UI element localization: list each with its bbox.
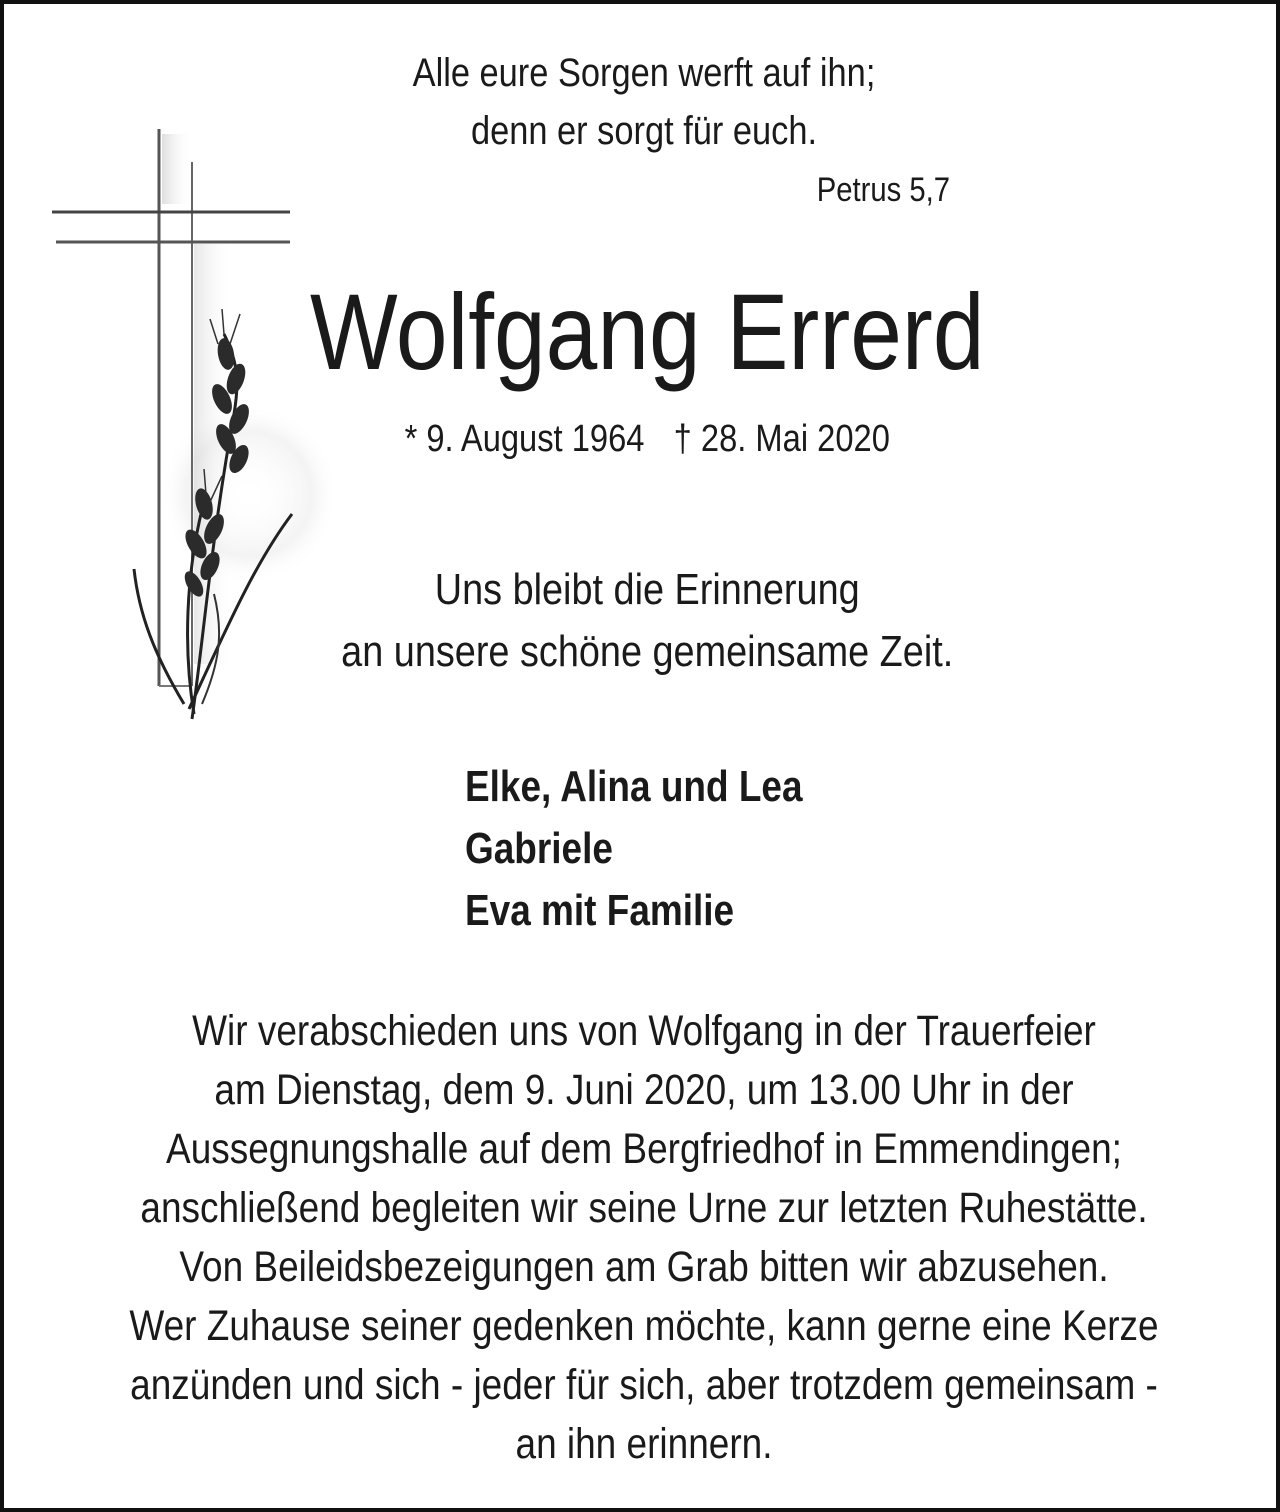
verse-line: denn er sorgt für euch. xyxy=(470,109,818,153)
funeral-service-info xyxy=(94,1002,1195,1474)
memory-line: Uns bleibt die Erinnerung xyxy=(434,565,860,614)
life-dates xyxy=(97,414,1198,464)
memory-quote xyxy=(97,559,1198,683)
service-line: Wer Zuhause seiner gedenken möchte, kann gerne eine Kerze xyxy=(129,1302,1159,1350)
deceased-name: Wolfgang Errerd xyxy=(309,271,985,392)
mourner-name: Elke, Alina und Lea xyxy=(465,762,803,811)
death-date: † 28. Mai 2020 xyxy=(673,418,890,460)
mourner-name: Gabriele xyxy=(465,824,613,873)
birth-date: * 9. August 1964 xyxy=(404,418,645,460)
bible-verse xyxy=(94,44,1195,160)
service-line: anzünden und sich - jeder für sich, aber trotzdem gemeinsam - xyxy=(130,1361,1158,1409)
service-line: an ihn erinnern. xyxy=(515,1420,773,1468)
memory-line: an unsere schöne gemeinsame Zeit. xyxy=(341,627,954,676)
service-line: anschließend begleiten wir seine Urne zur letzten Ruhestätte. xyxy=(140,1184,1148,1232)
verse-line: Alle eure Sorgen werft auf ihn; xyxy=(412,51,876,95)
service-line: Aussegnungshalle auf dem Bergfriedhof in Emmendingen; xyxy=(166,1125,1122,1173)
service-line: Von Beileidsbezeigungen am Grab bitten wir abzusehen. xyxy=(179,1243,1109,1291)
mourner-name: Eva mit Familie xyxy=(465,886,735,935)
service-line: Wir verabschieden uns von Wolfgang in der Trauerfeier xyxy=(192,1007,1096,1055)
service-line: am Dienstag, dem 9. Juni 2020, um 13.00 Uhr in der xyxy=(214,1066,1074,1114)
mourners-list xyxy=(465,756,803,942)
verse-reference: Petrus 5,7 xyxy=(816,171,950,209)
